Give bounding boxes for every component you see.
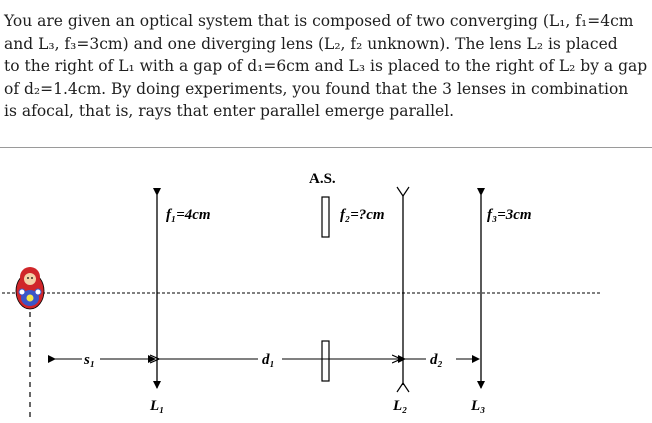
problem-line: You are given an optical system that is composed of two converging (L₁, f₁=4cm	[4, 12, 634, 30]
lens-3-focal-label: f₃=3cm	[487, 207, 532, 223]
lens-1-focal-label: f₁=4cm	[166, 207, 211, 223]
aperture-stop-upper	[322, 197, 329, 237]
lens-2-name: L₂	[393, 398, 408, 414]
lens-2-focal-label: f₂=?cm	[340, 207, 385, 223]
aperture-stop-label: A.S.	[309, 171, 336, 187]
problem-line: and L₃, f₃=3cm) and one diverging lens (L₂, f₂ unknown). The lens L₂ is placed	[4, 34, 618, 53]
problem-line: is afocal, that is, rays that enter parallel emerge parallel.	[4, 102, 455, 120]
divider	[0, 147, 652, 148]
nesting-doll-icon	[16, 267, 44, 309]
d2-label: d₂	[430, 352, 443, 368]
problem-statement	[4, 10, 648, 123]
problem-line: to the right of L₁ with a gap of d₁=6cm and L₃ is placed to the right of L₂ by a gap	[4, 57, 648, 75]
optical-system-diagram	[0, 150, 652, 423]
lens-2-top-arrow	[397, 187, 409, 196]
d1-label: d₁	[262, 352, 275, 368]
problem-line: of d₂=1.4cm. By doing experiments, you found that the 3 lenses in combination	[4, 79, 629, 98]
s1-label: s₁	[84, 352, 96, 368]
lens-3-name: L₃	[471, 398, 486, 414]
lens-1-name: L₁	[150, 398, 165, 414]
aperture-stop-lower	[322, 341, 329, 381]
